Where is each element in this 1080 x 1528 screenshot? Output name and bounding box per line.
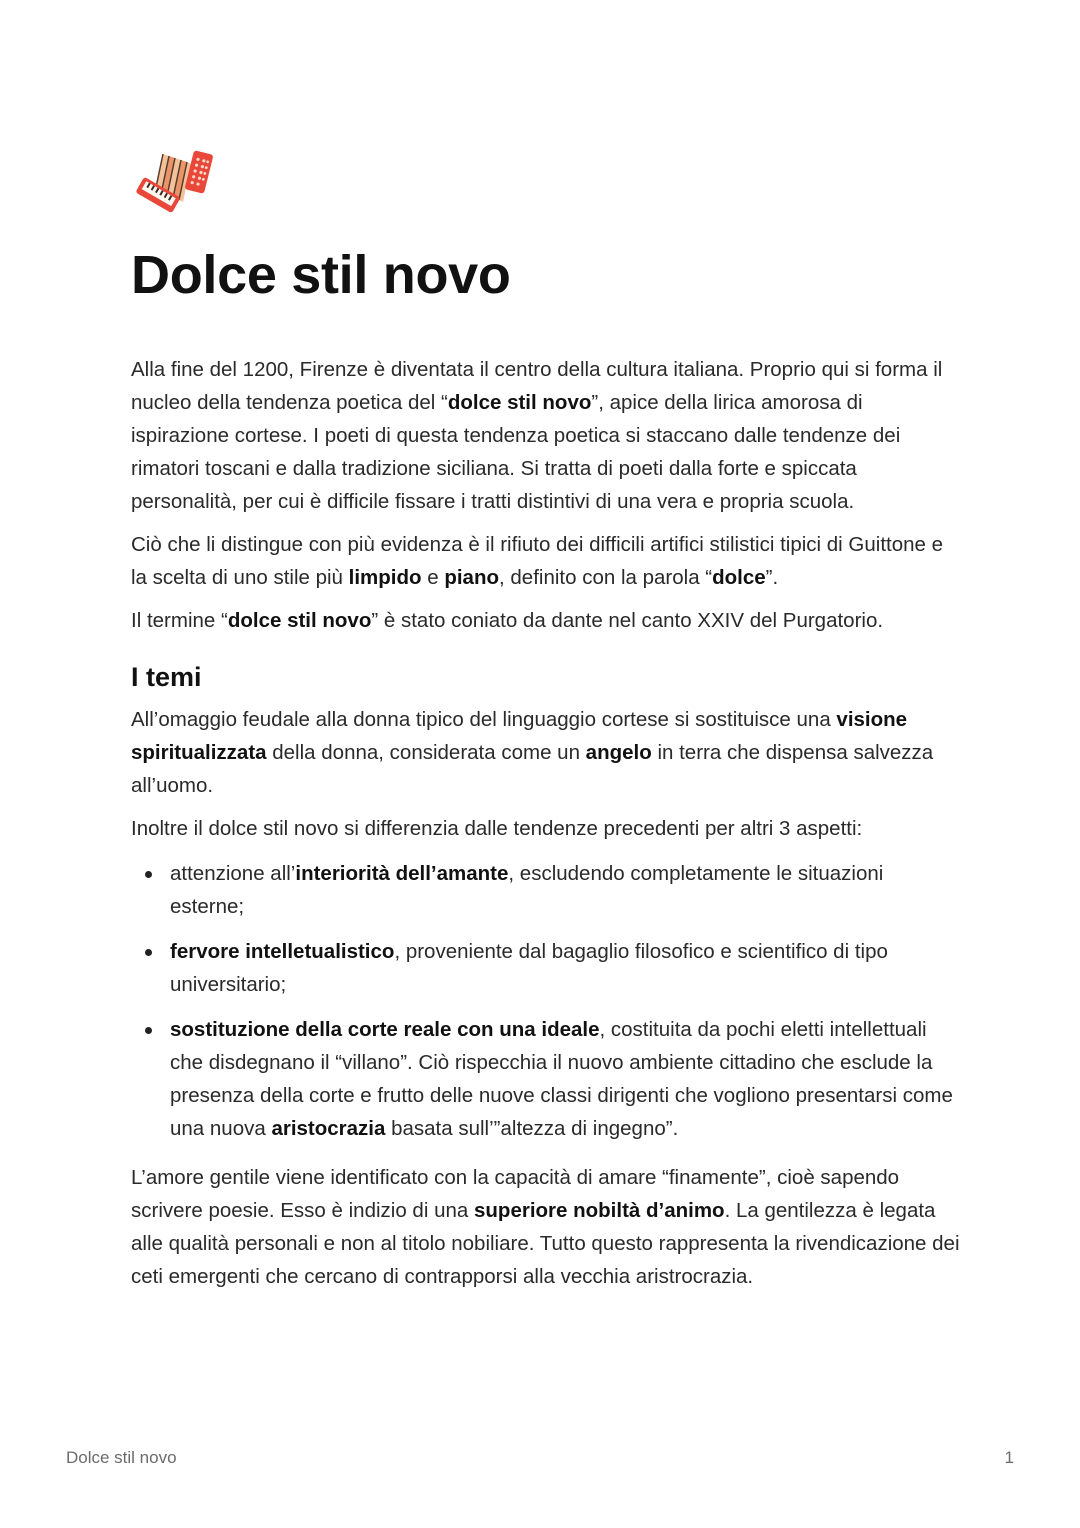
text-segment: , definito con la parola “ (499, 566, 713, 589)
temi-paragraph-2: Inoltre il dolce stil novo si differenzia dalle tendenze precedenti per altri 3 aspetti: (131, 817, 863, 840)
document-body (131, 353, 961, 1293)
text-segment: e (421, 566, 445, 589)
list-item (131, 857, 961, 923)
page-number: 1 (1004, 1448, 1014, 1467)
intro-paragraph-2 (131, 528, 961, 594)
intro-paragraph-3 (131, 604, 961, 637)
text-segment: . La gentilezza è legata alle qualità personali e non al titolo nobiliare. Tutto questo rappresenta la rivendicazione dei ceti emergenti che cercano di contrapporsi alla vecchia aristrocrazia. (131, 1199, 960, 1288)
bold-term: aristocrazia (271, 1117, 386, 1140)
text-segment: in terra che dispensa salvezza all’uomo. (131, 741, 934, 797)
bold-term: sostituzione della corte reale con una ideale (170, 1018, 600, 1041)
bold-term: limpido (348, 566, 422, 589)
bullet-icon (145, 1027, 152, 1034)
bold-term: fervore intelletualistico (170, 940, 395, 963)
aspects-list (131, 857, 961, 1145)
temi-paragraph-1 (131, 703, 961, 802)
text-segment: della donna, considerata come un (266, 741, 586, 764)
text-segment: basata sull’”altezza di ingegno”. (385, 1117, 679, 1140)
list-item (131, 1013, 961, 1145)
document-content (131, 148, 961, 1303)
text-segment: Il termine “ (131, 609, 228, 632)
footer-title: Dolce stil novo (66, 1448, 177, 1467)
text-segment: , costituita da pochi eletti intellettuali che disdegnano il “villano”. Ciò rispecchia il nuovo ambiente cittadino che esclude la presenza della corte e frutto delle nuove classi dirigenti che vogliono presentarsi come una nuova (170, 1018, 953, 1140)
bullet-icon (145, 871, 152, 878)
bold-term: superiore nobiltà d’animo (474, 1199, 725, 1222)
text-segment: , escludendo completamente le situazioni esterne; (170, 862, 884, 918)
list-item (131, 935, 961, 1001)
bold-term: piano (444, 566, 500, 589)
bold-term: dolce (712, 566, 766, 589)
bold-term: interiorità dell’amante (295, 862, 509, 885)
bold-term: dolce stil novo (447, 391, 592, 414)
bullet-icon (145, 949, 152, 956)
bold-term: visione spiritualizzata (131, 708, 908, 764)
temi-paragraph-3 (131, 1161, 961, 1293)
section-heading-temi: I temi (131, 662, 202, 692)
text-segment: L’amore gentile viene identificato con la capacità di amare “finamente”, cioè sapendo scrivere poesie. Esso è indizio di una (131, 1166, 900, 1222)
text-segment: ”. (765, 566, 779, 589)
bold-term: angelo (585, 741, 652, 764)
accordion-icon (133, 148, 213, 220)
bold-term: dolce stil novo (227, 609, 372, 632)
text-segment: , proveniente dal bagaglio filosofico e scientifico di tipo universitario; (170, 940, 888, 996)
page-title: Dolce stil novo (131, 245, 511, 305)
intro-paragraph-1 (131, 353, 961, 518)
text-segment: attenzione all’ (170, 862, 296, 885)
text-segment: Ciò che li distingue con più evidenza è il rifiuto dei difficili artifici stilistici tipici di Guittone e la scelta di uno stile più (131, 533, 944, 589)
text-segment: ”, apice della lirica amorosa di ispirazione cortese. I poeti di questa tendenza poetica si staccano dalle tendenze dei rimatori toscani e dalla tradizione siciliana. Si tratta di poeti dalla forte e spiccata personalità, per cui è difficile fissare i tratti distintivi di una vera e propria scuola. (131, 391, 901, 513)
text-segment: ” è stato coniato da dante nel canto XXIV del Purgatorio. (371, 609, 884, 632)
text-segment: Alla fine del 1200, Firenze è diventata il centro della cultura italiana. Proprio qui si forma il nucleo della tendenza poetica del “ (131, 358, 943, 414)
text-segment: All’omaggio feudale alla donna tipico del linguaggio cortese si sostituisce una (131, 708, 837, 731)
